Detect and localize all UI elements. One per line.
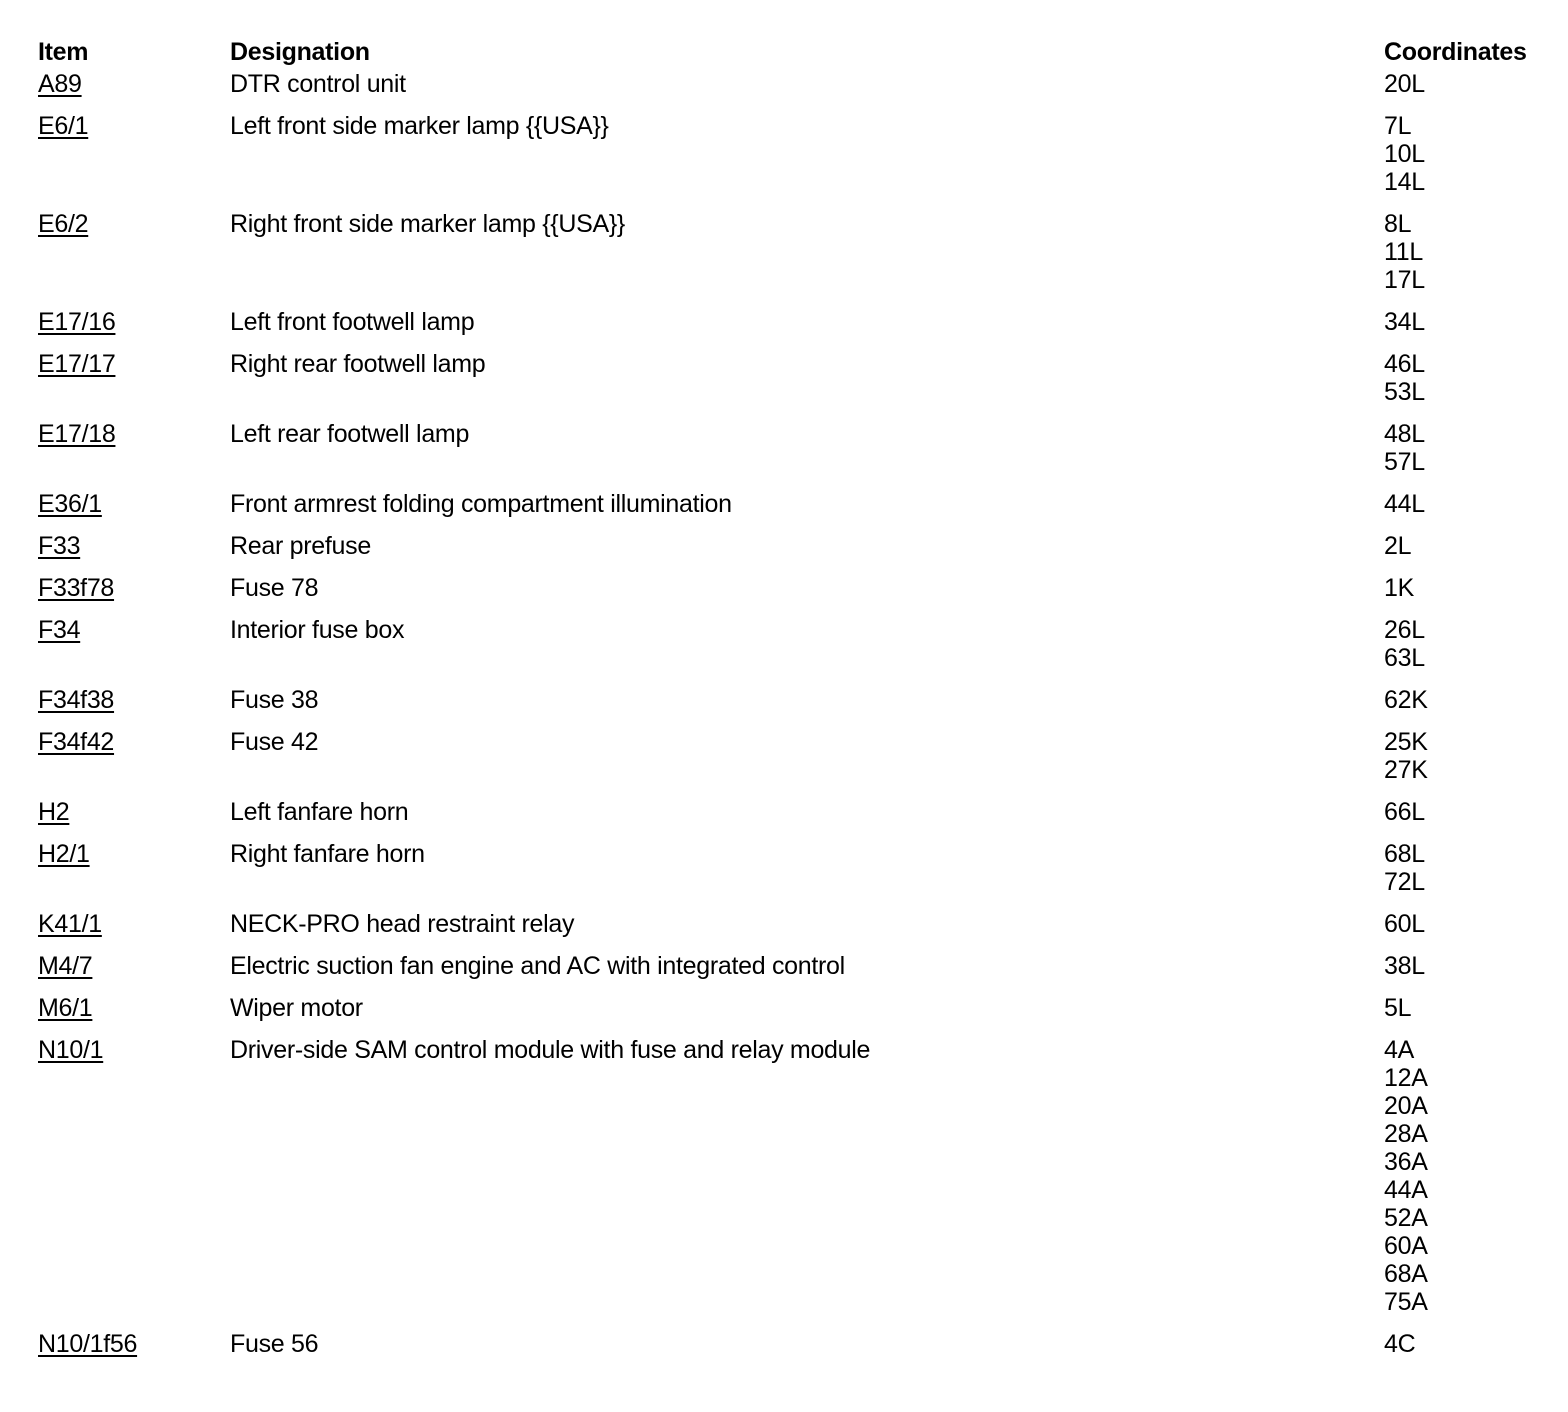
header-designation: Designation <box>230 38 370 66</box>
coordinate-value: 48L <box>1384 420 1425 448</box>
coordinate-value: 8L <box>1384 210 1412 238</box>
designation-cell: Fuse 78 <box>230 574 319 602</box>
item-cell <box>38 686 230 728</box>
table-row <box>38 532 1554 574</box>
designation-cell: Right fanfare horn <box>230 840 425 868</box>
designation-cell: Fuse 42 <box>230 728 319 756</box>
item-link[interactable]: E17/18 <box>38 420 116 448</box>
coordinates-cell <box>1384 910 1554 952</box>
coordinates-cell <box>1384 112 1554 210</box>
item-cell <box>38 616 230 686</box>
coordinate-value: 11L <box>1384 238 1423 266</box>
designation-cell: Right rear footwell lamp <box>230 350 486 378</box>
coordinates-cell <box>1384 616 1554 686</box>
designation-cell: Left fanfare horn <box>230 798 409 826</box>
table-header <box>38 34 1554 70</box>
coordinate-value: 20L <box>1384 70 1425 98</box>
item-cell <box>38 574 230 616</box>
table-row <box>38 350 1554 420</box>
item-link[interactable]: E17/16 <box>38 308 116 336</box>
coordinate-value: 62K <box>1384 686 1428 714</box>
coordinates-cell <box>1384 70 1554 112</box>
item-link[interactable]: F34 <box>38 616 81 644</box>
item-cell <box>38 420 230 490</box>
item-cell <box>38 112 230 210</box>
coordinate-value: 14L <box>1384 168 1425 196</box>
designation-cell: Left front footwell lamp <box>230 308 475 336</box>
coordinate-value: 10L <box>1384 140 1425 168</box>
coordinate-value: 63L <box>1384 644 1425 672</box>
coordinates-cell <box>1384 686 1554 728</box>
coordinate-value: 1K <box>1384 574 1414 602</box>
coordinate-value: 60A <box>1384 1232 1428 1260</box>
table-row <box>38 728 1554 798</box>
coordinate-value: 68L <box>1384 840 1425 868</box>
table-row <box>38 112 1554 210</box>
coordinate-value: 17L <box>1384 266 1425 294</box>
item-link[interactable]: M4/7 <box>38 952 93 980</box>
designation-cell: Wiper motor <box>230 994 363 1022</box>
item-cell <box>38 840 230 910</box>
item-cell <box>38 728 230 798</box>
item-cell <box>38 1036 230 1330</box>
table-row <box>38 420 1554 490</box>
table-row <box>38 574 1554 616</box>
designation-cell: Right front side marker lamp {{USA}} <box>230 210 625 238</box>
coordinates-cell <box>1384 728 1554 798</box>
item-link[interactable]: M6/1 <box>38 994 93 1022</box>
table-body <box>38 70 1554 1372</box>
item-link[interactable]: E6/1 <box>38 112 89 140</box>
coordinates-cell <box>1384 420 1554 490</box>
coordinate-value: 38L <box>1384 952 1425 980</box>
coordinates-cell <box>1384 1036 1554 1330</box>
designation-cell: Left front side marker lamp {{USA}} <box>230 112 609 140</box>
item-link[interactable]: F34f38 <box>38 686 115 714</box>
coordinate-value: 2L <box>1384 532 1412 560</box>
item-cell <box>38 952 230 994</box>
coordinates-cell <box>1384 840 1554 910</box>
table-row <box>38 210 1554 308</box>
designation-cell: Left rear footwell lamp <box>230 420 470 448</box>
coordinate-value: 75A <box>1384 1288 1428 1316</box>
item-cell <box>38 1330 230 1372</box>
coordinate-value: 26L <box>1384 616 1425 644</box>
table-row <box>38 840 1554 910</box>
item-link[interactable]: H2/1 <box>38 840 90 868</box>
item-link[interactable]: A89 <box>38 70 82 98</box>
item-cell <box>38 350 230 420</box>
coordinate-value: 44L <box>1384 490 1425 518</box>
table-row <box>38 490 1554 532</box>
coordinate-value: 57L <box>1384 448 1425 476</box>
item-cell <box>38 910 230 952</box>
coordinate-value: 34L <box>1384 308 1425 336</box>
table-row <box>38 952 1554 994</box>
designation-cell: Interior fuse box <box>230 616 405 644</box>
designation-cell: DTR control unit <box>230 70 406 98</box>
designation-cell: Rear prefuse <box>230 532 371 560</box>
item-link[interactable]: E36/1 <box>38 490 102 518</box>
coordinate-value: 20A <box>1384 1092 1428 1120</box>
item-link[interactable]: N10/1 <box>38 1036 104 1064</box>
coordinates-cell <box>1384 952 1554 994</box>
coordinate-value: 44A <box>1384 1176 1428 1204</box>
coordinates-cell <box>1384 308 1554 350</box>
item-cell <box>38 798 230 840</box>
coordinates-cell <box>1384 490 1554 532</box>
coordinate-value: 66L <box>1384 798 1425 826</box>
coordinate-value: 4A <box>1384 1036 1414 1064</box>
item-cell <box>38 532 230 574</box>
component-legend-table <box>38 34 1554 1372</box>
table-row <box>38 1330 1554 1372</box>
coordinate-value: 28A <box>1384 1120 1428 1148</box>
coordinate-value: 5L <box>1384 994 1412 1022</box>
item-cell <box>38 994 230 1036</box>
coordinate-value: 60L <box>1384 910 1425 938</box>
designation-cell: Electric suction fan engine and AC with integrated control <box>230 952 845 980</box>
designation-cell: Fuse 38 <box>230 686 319 714</box>
table-row <box>38 686 1554 728</box>
item-cell <box>38 308 230 350</box>
table-row <box>38 994 1554 1036</box>
coordinates-cell <box>1384 994 1554 1036</box>
item-link[interactable]: F33 <box>38 532 81 560</box>
coordinate-value: 53L <box>1384 378 1425 406</box>
item-cell <box>38 210 230 308</box>
coordinates-cell <box>1384 210 1554 308</box>
item-link[interactable]: K41/1 <box>38 910 102 938</box>
item-cell <box>38 490 230 532</box>
table-row <box>38 910 1554 952</box>
coordinates-cell <box>1384 532 1554 574</box>
coordinate-value: 27K <box>1384 756 1428 784</box>
item-link[interactable]: F34f42 <box>38 728 115 756</box>
coordinate-value: 12A <box>1384 1064 1428 1092</box>
designation-cell: Fuse 56 <box>230 1330 319 1358</box>
designation-cell: Front armrest folding compartment illumination <box>230 490 732 518</box>
header-item: Item <box>38 38 89 66</box>
table-row <box>38 308 1554 350</box>
coordinate-value: 46L <box>1384 350 1425 378</box>
coordinate-value: 25K <box>1384 728 1428 756</box>
item-cell <box>38 70 230 112</box>
designation-cell: NECK-PRO head restraint relay <box>230 910 575 938</box>
table-row <box>38 616 1554 686</box>
header-coordinates: Coordinates <box>1384 38 1527 66</box>
table-row <box>38 1036 1554 1330</box>
item-link[interactable]: N10/1f56 <box>38 1330 138 1358</box>
coordinate-value: 4C <box>1384 1330 1416 1358</box>
item-link[interactable]: H2 <box>38 798 70 826</box>
header-row <box>38 34 1554 70</box>
coordinates-cell <box>1384 574 1554 616</box>
item-link[interactable]: E17/17 <box>38 350 116 378</box>
coordinate-value: 7L <box>1384 112 1412 140</box>
table-row <box>38 798 1554 840</box>
item-link[interactable]: F33f78 <box>38 574 115 602</box>
coordinate-value: 36A <box>1384 1148 1428 1176</box>
table-row <box>38 70 1554 112</box>
coordinates-cell <box>1384 1330 1554 1372</box>
coordinates-cell <box>1384 350 1554 420</box>
item-link[interactable]: E6/2 <box>38 210 89 238</box>
coordinates-cell <box>1384 798 1554 840</box>
coordinate-value: 72L <box>1384 868 1425 896</box>
designation-cell: Driver-side SAM control module with fuse and relay module <box>230 1036 871 1064</box>
coordinate-value: 68A <box>1384 1260 1428 1288</box>
coordinate-value: 52A <box>1384 1204 1428 1232</box>
